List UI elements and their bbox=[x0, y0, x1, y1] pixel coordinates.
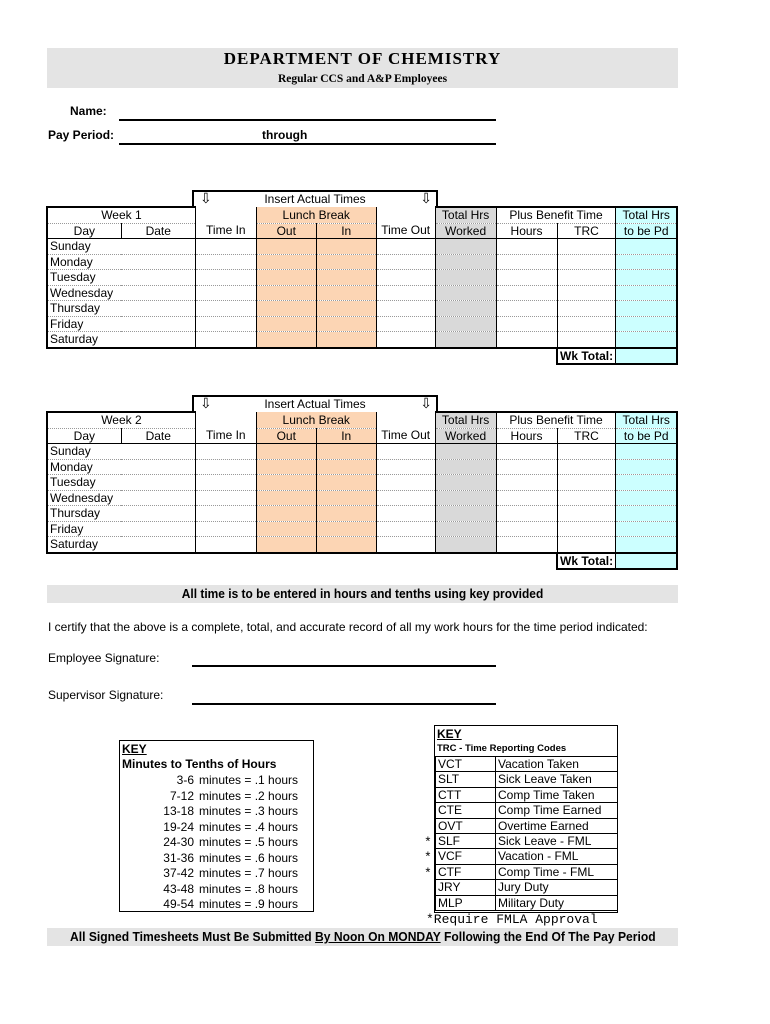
time-entry-cell[interactable] bbox=[316, 521, 376, 537]
minutes-range: 49-54 bbox=[163, 897, 194, 911]
minutes-range: 24-30 bbox=[163, 835, 194, 849]
time-entry-cell[interactable] bbox=[616, 490, 677, 506]
time-entry-cell[interactable] bbox=[557, 301, 616, 317]
minutes-range: 31-36 bbox=[163, 850, 194, 865]
minutes-key-title: KEY bbox=[122, 742, 147, 756]
time-entry-cell[interactable] bbox=[195, 521, 256, 537]
time-entry-cell[interactable] bbox=[376, 239, 435, 255]
trc-code: VCT bbox=[436, 757, 496, 772]
employee-signature-label: Employee Signature: bbox=[48, 651, 160, 665]
time-entry-cell[interactable] bbox=[435, 506, 496, 522]
minutes-range: 19-24 bbox=[163, 819, 194, 834]
time-entry-cell[interactable] bbox=[496, 316, 557, 332]
minutes-range: 37-42 bbox=[163, 866, 194, 880]
down-arrow-icon: ⇩ bbox=[420, 190, 432, 206]
trc-row bbox=[436, 880, 618, 895]
fmla-note: *Require FMLA Approval bbox=[426, 912, 598, 927]
table-row bbox=[47, 475, 677, 491]
blank-cell bbox=[256, 553, 316, 570]
time-entry-cell[interactable] bbox=[496, 475, 557, 491]
time-entry-cell[interactable] bbox=[195, 254, 256, 270]
trc-description: Comp Time Earned bbox=[496, 803, 618, 818]
day-label: Sunday bbox=[47, 444, 121, 460]
time-entry-cell[interactable] bbox=[195, 332, 256, 348]
time-entry-cell[interactable] bbox=[496, 521, 557, 537]
blank-cell bbox=[121, 348, 195, 365]
table-row bbox=[47, 521, 677, 537]
time-entry-cell[interactable] bbox=[256, 270, 316, 286]
time-entry-cell[interactable] bbox=[557, 316, 616, 332]
time-entry-cell[interactable] bbox=[256, 285, 316, 301]
minutes-conversion: minutes = .5 hours bbox=[199, 835, 299, 849]
time-entry-cell[interactable] bbox=[256, 332, 316, 348]
table-row bbox=[47, 254, 677, 270]
lunch-break-header: Lunch Break bbox=[256, 207, 376, 223]
blank-cell bbox=[496, 348, 557, 365]
minutes-range: 7-12 bbox=[169, 788, 194, 803]
time-entry-cell[interactable] bbox=[376, 537, 435, 553]
time-entry-cell[interactable] bbox=[256, 537, 316, 553]
blank-cell bbox=[316, 553, 376, 570]
trc-key-title: KEY bbox=[437, 727, 462, 741]
trc-description: Vacation Taken bbox=[496, 757, 618, 772]
time-entry-cell[interactable] bbox=[376, 521, 435, 537]
blank-cell bbox=[435, 553, 496, 570]
time-entry-cell[interactable] bbox=[256, 444, 316, 460]
total-hrs-header: Total Hrs bbox=[435, 207, 496, 223]
worked-header: Worked bbox=[435, 223, 496, 239]
time-entry-cell[interactable] bbox=[376, 490, 435, 506]
trc-table bbox=[435, 756, 618, 911]
trc-description: Sick Leave - FML bbox=[496, 834, 618, 849]
time-entry-cell[interactable] bbox=[496, 537, 557, 553]
time-entry-cell[interactable] bbox=[496, 239, 557, 255]
supervisor-signature-field[interactable] bbox=[192, 703, 496, 705]
trc-code: SLF bbox=[436, 834, 496, 849]
date-header: Date bbox=[121, 223, 195, 239]
trc-code: CTF bbox=[436, 864, 496, 879]
time-entry-cell[interactable] bbox=[376, 316, 435, 332]
out-header: Out bbox=[256, 428, 316, 444]
day-label: Tuesday bbox=[47, 475, 121, 491]
trc-row bbox=[436, 834, 618, 849]
day-label: Saturday bbox=[47, 537, 121, 553]
trc-description: Military Duty bbox=[496, 895, 618, 910]
trc-description: Comp Time - FML bbox=[496, 864, 618, 879]
blank-cell bbox=[376, 348, 435, 365]
trc-row bbox=[436, 787, 618, 802]
time-entry-cell[interactable] bbox=[616, 537, 677, 553]
time-entry-cell[interactable] bbox=[256, 316, 316, 332]
time-entry-cell[interactable] bbox=[195, 475, 256, 491]
blank-cell bbox=[195, 348, 256, 365]
time-entry-cell[interactable] bbox=[316, 285, 376, 301]
blank-cell bbox=[435, 348, 496, 365]
time-entry-cell[interactable] bbox=[256, 475, 316, 491]
time-out-header: Time Out bbox=[376, 428, 435, 444]
minutes-key-box bbox=[119, 740, 314, 912]
day-header: Day bbox=[47, 223, 121, 239]
trc-code: VCF bbox=[436, 849, 496, 864]
time-entry-cell[interactable] bbox=[496, 490, 557, 506]
name-field[interactable] bbox=[119, 119, 496, 121]
time-entry-cell[interactable] bbox=[435, 459, 496, 475]
time-in-header: Time In bbox=[195, 428, 256, 444]
table-row bbox=[47, 332, 677, 348]
hours-header: Hours bbox=[496, 223, 557, 239]
time-entry-cell[interactable] bbox=[496, 506, 557, 522]
minutes-conversion: minutes = .2 hours bbox=[199, 788, 299, 803]
time-entry-cell[interactable] bbox=[557, 506, 616, 522]
insert-times-box bbox=[192, 395, 438, 411]
time-entry-cell[interactable] bbox=[121, 239, 195, 255]
time-entry-cell[interactable] bbox=[435, 490, 496, 506]
time-entry-cell[interactable] bbox=[616, 459, 677, 475]
time-entry-cell[interactable] bbox=[557, 537, 616, 553]
blank-cell bbox=[316, 348, 376, 365]
time-entry-cell[interactable] bbox=[616, 444, 677, 460]
plus-benefit-header: Plus Benefit Time bbox=[496, 412, 616, 428]
down-arrow-icon: ⇩ bbox=[420, 395, 432, 411]
time-entry-cell[interactable] bbox=[256, 254, 316, 270]
fmla-asterisk: * bbox=[424, 865, 432, 881]
time-entry-cell[interactable] bbox=[376, 301, 435, 317]
trc-row bbox=[436, 864, 618, 879]
certify-text: I certify that the above is a complete, total, and accurate record of all my work hours for the time period indicated: bbox=[48, 620, 648, 634]
minutes-key-subtitle: Minutes to Tenths of Hours bbox=[122, 757, 277, 771]
time-entry-cell[interactable] bbox=[195, 270, 256, 286]
time-entry-cell[interactable] bbox=[316, 270, 376, 286]
time-entry-cell[interactable] bbox=[616, 239, 677, 255]
time-entry-cell[interactable] bbox=[121, 490, 195, 506]
time-entry-cell[interactable] bbox=[616, 475, 677, 491]
time-entry-cell[interactable] bbox=[376, 459, 435, 475]
table-row bbox=[47, 444, 677, 460]
fmla-asterisk: * bbox=[424, 834, 432, 850]
week-label: Week 1 bbox=[47, 207, 195, 223]
minutes-range: 13-18 bbox=[163, 804, 194, 818]
time-entry-cell[interactable] bbox=[195, 444, 256, 460]
time-entry-cell[interactable] bbox=[121, 506, 195, 522]
day-label: Monday bbox=[47, 459, 121, 475]
blank-cell bbox=[376, 207, 435, 223]
time-entry-cell[interactable] bbox=[121, 270, 195, 286]
minutes-conversion: minutes = .9 hours bbox=[199, 897, 299, 911]
time-entry-cell[interactable] bbox=[496, 301, 557, 317]
minutes-conversion: minutes = .6 hours bbox=[199, 850, 299, 865]
trc-key-subtitle: TRC - Time Reporting Codes bbox=[437, 743, 567, 754]
time-entry-cell[interactable] bbox=[256, 301, 316, 317]
trc-description: Vacation - FML bbox=[496, 849, 618, 864]
time-entry-cell[interactable] bbox=[496, 270, 557, 286]
time-entry-cell[interactable] bbox=[496, 254, 557, 270]
time-entry-cell[interactable] bbox=[435, 521, 496, 537]
total-hrs-pd-header: Total Hrs bbox=[616, 207, 677, 223]
time-entry-cell[interactable] bbox=[616, 316, 677, 332]
time-entry-cell[interactable] bbox=[376, 254, 435, 270]
time-entry-cell[interactable] bbox=[616, 254, 677, 270]
trc-code: OVT bbox=[436, 818, 496, 833]
blank-cell bbox=[195, 207, 256, 223]
minutes-conversion: minutes = .3 hours bbox=[199, 804, 299, 818]
time-entry-cell[interactable] bbox=[616, 301, 677, 317]
time-entry-cell[interactable] bbox=[435, 270, 496, 286]
trc-description: Jury Duty bbox=[496, 880, 618, 895]
time-entry-cell[interactable] bbox=[435, 444, 496, 460]
day-label: Wednesday bbox=[47, 285, 121, 301]
time-entry-cell[interactable] bbox=[557, 285, 616, 301]
blank-cell bbox=[47, 553, 121, 570]
footer-underlined: By Noon On MONDAY bbox=[314, 929, 441, 944]
time-entry-cell[interactable] bbox=[435, 285, 496, 301]
time-entry-cell[interactable] bbox=[316, 444, 376, 460]
name-label: Name: bbox=[70, 104, 107, 118]
time-entry-cell[interactable] bbox=[435, 239, 496, 255]
day-label: Wednesday bbox=[47, 490, 121, 506]
time-entry-cell[interactable] bbox=[557, 254, 616, 270]
time-entry-cell[interactable] bbox=[121, 332, 195, 348]
insert-times-label: Insert Actual Times bbox=[264, 192, 366, 206]
trc-row bbox=[436, 757, 618, 772]
time-entry-cell[interactable] bbox=[557, 270, 616, 286]
trc-key-box bbox=[434, 725, 618, 913]
footer-part2: Following the End Of The Pay Period bbox=[440, 929, 656, 944]
trc-row bbox=[436, 895, 618, 910]
time-entry-cell[interactable] bbox=[376, 332, 435, 348]
time-entry-cell[interactable] bbox=[376, 506, 435, 522]
page-subtitle: Regular CCS and A&P Employees bbox=[47, 70, 678, 88]
time-entry-cell[interactable] bbox=[316, 254, 376, 270]
time-entry-cell[interactable] bbox=[557, 239, 616, 255]
time-entry-cell[interactable] bbox=[195, 285, 256, 301]
minutes-range: 3-6 bbox=[176, 773, 194, 787]
time-entry-cell[interactable] bbox=[616, 521, 677, 537]
table-row bbox=[47, 239, 677, 255]
time-entry-cell[interactable] bbox=[121, 537, 195, 553]
trc-header: TRC bbox=[557, 223, 616, 239]
supervisor-signature-label: Supervisor Signature: bbox=[48, 688, 164, 702]
to-be-pd-header: to be Pd bbox=[616, 223, 677, 239]
page-title: DEPARTMENT OF CHEMISTRY bbox=[223, 49, 502, 68]
time-entry-cell[interactable] bbox=[557, 332, 616, 348]
blank-cell bbox=[376, 553, 435, 570]
time-entry-cell[interactable] bbox=[496, 332, 557, 348]
time-entry-cell[interactable] bbox=[435, 475, 496, 491]
day-label: Sunday bbox=[47, 239, 121, 255]
footer-part1: All Signed Timesheets Must Be Submitted bbox=[69, 929, 315, 944]
time-in-header: Time In bbox=[195, 223, 256, 239]
plus-benefit-header: Plus Benefit Time bbox=[496, 207, 616, 223]
pay-period-label: Pay Period: bbox=[48, 128, 115, 142]
blank-cell bbox=[376, 412, 435, 428]
trc-row bbox=[436, 818, 618, 833]
time-entry-cell[interactable] bbox=[121, 301, 195, 317]
trc-description: Overtime Earned bbox=[496, 818, 618, 833]
time-entry-cell[interactable] bbox=[376, 444, 435, 460]
time-entry-cell[interactable] bbox=[316, 301, 376, 317]
time-entry-cell[interactable] bbox=[616, 270, 677, 286]
time-entry-cell[interactable] bbox=[316, 459, 376, 475]
trc-code: MLP bbox=[436, 895, 496, 910]
time-entry-cell[interactable] bbox=[316, 239, 376, 255]
day-label: Tuesday bbox=[47, 270, 121, 286]
trc-description: Comp Time Taken bbox=[496, 787, 618, 802]
time-out-header: Time Out bbox=[376, 223, 435, 239]
time-entry-cell[interactable] bbox=[316, 316, 376, 332]
time-entry-cell[interactable] bbox=[496, 459, 557, 475]
blank-cell bbox=[256, 348, 316, 365]
time-entry-cell[interactable] bbox=[376, 285, 435, 301]
total-hrs-header: Total Hrs bbox=[435, 412, 496, 428]
minutes-conversion: minutes = .8 hours bbox=[199, 881, 299, 896]
date-header: Date bbox=[121, 428, 195, 444]
employee-signature-field[interactable] bbox=[192, 665, 496, 667]
day-label: Thursday bbox=[47, 506, 121, 522]
blank-cell bbox=[496, 553, 557, 570]
notice-text: All time is to be entered in hours and tenths using key provided bbox=[181, 586, 544, 601]
blank-cell bbox=[195, 412, 256, 428]
time-entry-cell[interactable] bbox=[557, 459, 616, 475]
time-entry-cell[interactable] bbox=[121, 521, 195, 537]
table-row bbox=[47, 459, 677, 475]
time-entry-cell[interactable] bbox=[376, 475, 435, 491]
table-row bbox=[47, 316, 677, 332]
day-label: Friday bbox=[47, 521, 121, 537]
minutes-conversion: minutes = .4 hours bbox=[199, 819, 299, 834]
time-entry-cell[interactable] bbox=[616, 506, 677, 522]
time-entry-cell[interactable] bbox=[195, 537, 256, 553]
time-entry-cell[interactable] bbox=[316, 506, 376, 522]
time-entry-cell[interactable] bbox=[557, 475, 616, 491]
time-entry-cell[interactable] bbox=[256, 506, 316, 522]
minutes-conversion: minutes = .1 hours bbox=[199, 773, 299, 787]
time-entry-cell[interactable] bbox=[121, 475, 195, 491]
trc-row bbox=[436, 772, 618, 787]
blank-cell bbox=[195, 553, 256, 570]
time-entry-cell[interactable] bbox=[496, 444, 557, 460]
time-entry-cell[interactable] bbox=[557, 444, 616, 460]
day-label: Friday bbox=[47, 316, 121, 332]
time-entry-cell[interactable] bbox=[121, 316, 195, 332]
down-arrow-icon: ⇩ bbox=[200, 395, 212, 411]
minutes-conversion: minutes = .7 hours bbox=[199, 866, 299, 880]
blank-cell bbox=[47, 348, 121, 365]
trc-code: SLT bbox=[436, 772, 496, 787]
time-entry-cell[interactable] bbox=[121, 254, 195, 270]
day-label: Monday bbox=[47, 254, 121, 270]
time-entry-cell[interactable] bbox=[195, 316, 256, 332]
time-entry-cell[interactable] bbox=[121, 459, 195, 475]
out-header: Out bbox=[256, 223, 316, 239]
table-row bbox=[47, 506, 677, 522]
time-entry-cell[interactable] bbox=[376, 270, 435, 286]
day-header: Day bbox=[47, 428, 121, 444]
time-entry-cell[interactable] bbox=[195, 459, 256, 475]
insert-times-box bbox=[192, 190, 438, 206]
trc-description: Sick Leave Taken bbox=[496, 772, 618, 787]
time-entry-cell[interactable] bbox=[496, 285, 557, 301]
time-entry-cell[interactable] bbox=[195, 490, 256, 506]
week-label: Week 2 bbox=[47, 412, 195, 428]
wk-total-label: Wk Total: bbox=[557, 348, 616, 365]
time-entry-cell[interactable] bbox=[435, 254, 496, 270]
time-entry-cell[interactable] bbox=[316, 475, 376, 491]
time-entry-cell[interactable] bbox=[195, 506, 256, 522]
timesheet-table bbox=[46, 411, 678, 570]
day-label: Saturday bbox=[47, 332, 121, 348]
to-be-pd-header: to be Pd bbox=[616, 428, 677, 444]
time-entry-cell[interactable] bbox=[435, 537, 496, 553]
fmla-asterisk: * bbox=[424, 850, 432, 865]
time-entry-cell[interactable] bbox=[121, 444, 195, 460]
through-label: through bbox=[262, 128, 308, 142]
table-row bbox=[47, 285, 677, 301]
time-entry-cell[interactable] bbox=[256, 490, 316, 506]
worked-header: Worked bbox=[435, 428, 496, 444]
total-hrs-pd-header: Total Hrs bbox=[616, 412, 677, 428]
time-entry-cell[interactable] bbox=[256, 239, 316, 255]
trc-row bbox=[436, 803, 618, 818]
time-entry-cell[interactable] bbox=[316, 490, 376, 506]
time-entry-cell[interactable] bbox=[435, 316, 496, 332]
timesheet-table bbox=[46, 206, 678, 365]
time-entry-cell[interactable] bbox=[435, 301, 496, 317]
lunch-break-header: Lunch Break bbox=[256, 412, 376, 428]
table-row bbox=[47, 301, 677, 317]
time-entry-cell[interactable] bbox=[616, 285, 677, 301]
table-row bbox=[47, 490, 677, 506]
blank-cell bbox=[121, 553, 195, 570]
time-entry-cell[interactable] bbox=[121, 285, 195, 301]
time-entry-cell[interactable] bbox=[256, 459, 316, 475]
time-entry-cell[interactable] bbox=[616, 332, 677, 348]
trc-code: CTE bbox=[436, 803, 496, 818]
wk-total-field[interactable] bbox=[616, 348, 677, 365]
trc-header: TRC bbox=[557, 428, 616, 444]
hours-header: Hours bbox=[496, 428, 557, 444]
wk-total-field[interactable] bbox=[616, 553, 677, 570]
insert-times-label: Insert Actual Times bbox=[264, 397, 366, 411]
time-entry-cell[interactable] bbox=[557, 521, 616, 537]
time-entry-cell[interactable] bbox=[316, 332, 376, 348]
day-label: Thursday bbox=[47, 301, 121, 317]
time-entry-cell[interactable] bbox=[195, 239, 256, 255]
table-row bbox=[47, 270, 677, 286]
trc-row bbox=[436, 849, 618, 864]
pay-period-field[interactable] bbox=[119, 143, 496, 145]
table-row bbox=[47, 537, 677, 553]
trc-code: CTT bbox=[436, 787, 496, 802]
time-entry-cell[interactable] bbox=[195, 301, 256, 317]
wk-total-label: Wk Total: bbox=[557, 553, 616, 570]
footer-text bbox=[47, 928, 678, 946]
trc-code: JRY bbox=[436, 880, 496, 895]
in-header: In bbox=[316, 428, 376, 444]
minutes-range: 43-48 bbox=[163, 881, 194, 896]
time-entry-cell[interactable] bbox=[435, 332, 496, 348]
time-entry-cell[interactable] bbox=[557, 490, 616, 506]
time-entry-cell[interactable] bbox=[256, 521, 316, 537]
down-arrow-icon: ⇩ bbox=[200, 190, 212, 206]
time-entry-cell[interactable] bbox=[316, 537, 376, 553]
in-header: In bbox=[316, 223, 376, 239]
